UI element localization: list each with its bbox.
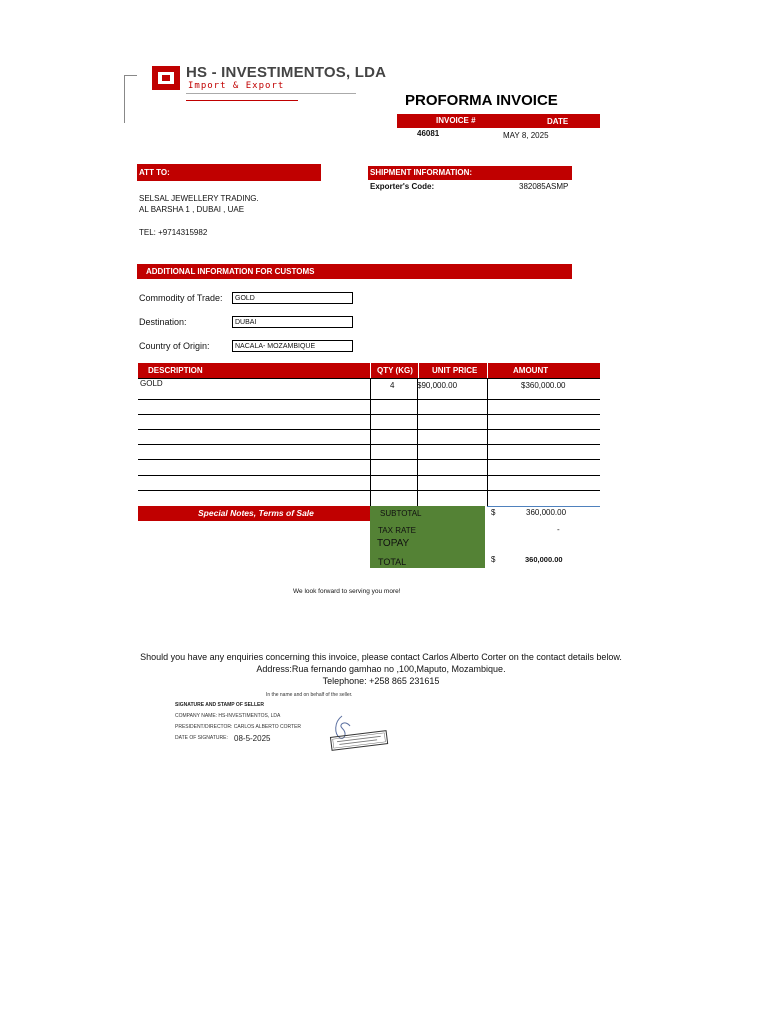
table-row-qty: 4 — [390, 381, 395, 390]
total-value: 360,000.00 — [525, 555, 563, 564]
destination-field: DUBAI — [232, 316, 353, 328]
company-logo-icon — [152, 66, 180, 90]
contact-line-1: Should you have any enquiries concerning this invoice, please contact Carlos Alberto Corter on the contact details below. — [140, 652, 622, 662]
commodity-field: GOLD — [232, 292, 353, 304]
destination-label: Destination: — [139, 317, 187, 327]
tax-rate-value: - — [557, 525, 560, 534]
col-amount-header: AMOUNT — [513, 366, 549, 375]
signature-date-value: 08-5-2025 — [234, 734, 271, 743]
signature-date-label: DATE OF SIGNATURE: — [175, 735, 228, 741]
total-label: TOTAL — [378, 557, 407, 567]
header-divider-3 — [487, 363, 488, 378]
col-qty-header: QTY (KG) — [377, 366, 413, 375]
signature-company: COMPANY NAME: HS-INVESTIMENTOS, LDA — [175, 713, 281, 719]
att-line-2: AL BARSHA 1 , DUBAI , UAE — [139, 205, 245, 214]
contact-line-2: Address:Rua fernando gamhao no ,100,Maputo, Mozambique. — [256, 664, 506, 674]
table-rule — [138, 414, 600, 415]
invoice-header-bar — [397, 114, 600, 128]
signature-heading: SIGNATURE AND STAMP OF SELLER — [175, 702, 264, 708]
invoice-number: 46081 — [417, 129, 440, 138]
table-column-line — [370, 378, 371, 506]
table-rule — [138, 490, 600, 491]
logo-underline — [186, 93, 356, 94]
origin-label: Country of Origin: — [139, 341, 210, 351]
header-divider-2 — [418, 363, 419, 378]
page-title: PROFORMA INVOICE — [405, 92, 558, 109]
shipment-header: SHIPMENT INFORMATION: — [368, 166, 572, 180]
thanks-message: We look forward to serving you more! — [293, 588, 401, 595]
logo-bracket — [124, 75, 137, 123]
header-divider-1 — [370, 363, 371, 378]
total-currency: $ — [491, 555, 496, 564]
table-column-line — [487, 378, 488, 506]
behalf-note: In the name and on behalf of the seller. — [266, 692, 353, 698]
invoice-number-label: INVOICE # — [436, 116, 476, 125]
signature-director: PRESIDENT/DIRECTOR: CARLOS ALBERTO CORTER — [175, 724, 302, 730]
table-rule-blue — [487, 506, 600, 507]
table-rule — [138, 399, 600, 400]
att-to-header: ATT TO: — [137, 164, 321, 181]
subtotal-value: 360,000.00 — [526, 508, 567, 517]
origin-field: NACALA- MOZAMBIQUE — [232, 340, 353, 352]
table-rule — [138, 475, 600, 476]
commodity-label: Commodity of Trade: — [139, 293, 223, 303]
company-tagline: Import & Export — [188, 81, 285, 91]
subtotal-label: SUBTOTAL — [380, 509, 422, 518]
col-description-header: DESCRIPTION — [148, 366, 203, 375]
table-column-line — [417, 378, 418, 506]
exporter-code: 382085ASMP — [519, 182, 569, 191]
table-rule — [138, 429, 600, 430]
seller-stamp-icon — [329, 728, 389, 752]
special-notes-label: Special Notes, Terms of Sale — [198, 508, 314, 518]
topay-label: TOPAY — [377, 538, 410, 549]
subtotal-currency: $ — [491, 508, 496, 517]
table-rule — [138, 378, 600, 379]
att-tel: TEL: +9714315982 — [139, 228, 208, 237]
table-row-description: GOLD — [140, 379, 163, 388]
table-row-amount: $360,000.00 — [521, 381, 566, 390]
col-unit-price-header: UNIT PRICE — [432, 366, 478, 375]
contact-line-3: Telephone: +258 865 231615 — [322, 676, 440, 686]
tax-rate-label: TAX RATE — [378, 526, 416, 535]
table-rule — [138, 459, 600, 460]
exporter-code-label: Exporter's Code: — [370, 182, 435, 191]
invoice-date: MAY 8, 2025 — [503, 131, 549, 140]
company-name: HS - INVESTIMENTOS, LDA — [186, 64, 387, 81]
logo-red-rule — [186, 100, 298, 101]
table-rule — [138, 444, 600, 445]
customs-header: ADDITIONAL INFORMATION FOR CUSTOMS — [137, 264, 572, 279]
invoice-date-label: DATE — [547, 117, 569, 126]
att-line-1: SELSAL JEWELLERY TRADING. — [139, 194, 259, 203]
table-row-unit-price: $90,000.00 — [417, 381, 458, 390]
